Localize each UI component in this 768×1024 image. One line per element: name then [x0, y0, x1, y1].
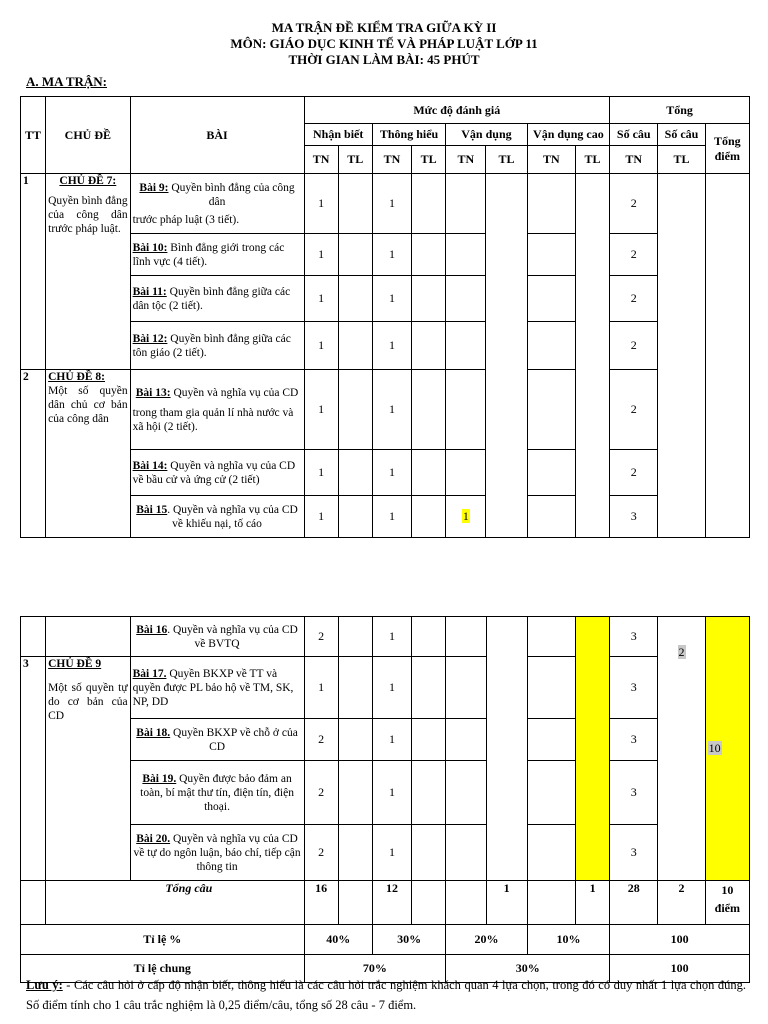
- header-chu-de: CHỦ ĐỀ: [46, 97, 130, 174]
- nb-tn: 1: [304, 234, 338, 276]
- lesson-text: Quyền và nghĩa vụ của CD: [173, 386, 299, 399]
- table-row: [21, 496, 750, 538]
- lesson-cell: [130, 234, 304, 276]
- ratio-total: 100: [610, 925, 750, 955]
- header-so-cau-tl: Số câu: [658, 124, 705, 146]
- matrix-table-part-2: [20, 616, 750, 983]
- topic-description: Một số quyền dân chủ cơ bản của công dân: [48, 385, 128, 425]
- nb-tn: 1: [304, 276, 338, 322]
- topic-description: Một số quyền tự do cơ bản của CD: [48, 682, 128, 722]
- header-so-cau-tn: Số câu: [610, 124, 658, 146]
- total-nb: 16: [304, 881, 338, 925]
- topic-cell: [46, 657, 130, 881]
- lesson-code: Bài 19.: [142, 772, 177, 785]
- table-row: [21, 761, 750, 825]
- nb-tn: 1: [304, 657, 338, 719]
- note-paragraph: [26, 975, 746, 1015]
- lesson-text: Quyền được bảo đảm an toàn, bí mật thư tín, điện tín, điện thoại.: [140, 772, 294, 813]
- lesson-text: Quyền bình đẳng của công dân: [171, 181, 295, 208]
- sub-tl: TL: [658, 146, 705, 174]
- ratio-nb: 40%: [304, 925, 372, 955]
- sub-tn: TN: [304, 146, 338, 174]
- lesson-code: Bài 10:: [132, 241, 168, 254]
- th-tn: 1: [372, 825, 411, 881]
- note-text: - Các câu hỏi ở cấp độ nhận biết, thông hiểu là các câu hỏi trắc nghiệm khách quan 4 lựa chọn, trong đó có duy nhất 1 lựa chọn đúng. Số điểm tính cho 1 câu trắc nghiệm là 0,25 điểm/câu, tổng số 28 câu - 7 điểm.: [26, 978, 747, 1012]
- topic-description: Quyền bình đẳng của công dân trước pháp luật.: [48, 195, 128, 235]
- topic-number: 2: [21, 370, 46, 538]
- lesson-code: Bài 9:: [139, 181, 169, 194]
- table-row: [21, 234, 750, 276]
- lesson-cell: [130, 276, 304, 322]
- th-tn: 1: [372, 276, 411, 322]
- so-cau-tn: 2: [610, 174, 658, 234]
- lesson-cell: [130, 617, 304, 657]
- header-thong-hieu: Thông hiểu: [372, 124, 445, 146]
- lesson-code: Bài 12:: [132, 332, 168, 345]
- table-row: [21, 617, 750, 657]
- header-nhan-biet: Nhận biết: [304, 124, 372, 146]
- lesson-text: Quyền bình đẳng giữa các dân tộc (2 tiết).: [132, 285, 291, 312]
- lesson-text-2: trước pháp luật (3 tiết).: [132, 213, 240, 226]
- so-cau-tn: 2: [610, 234, 658, 276]
- lesson-cell: [130, 450, 304, 496]
- title-line-2: MÔN: GIÁO DỤC KINH TẾ VÀ PHÁP LUẬT LỚP 11: [230, 36, 538, 51]
- header-tong-diem: Tổng điểm: [705, 124, 749, 174]
- ratio-th: 30%: [372, 925, 445, 955]
- nb-tn: 2: [304, 719, 338, 761]
- table-row: [21, 657, 750, 719]
- lesson-text-2: trong tham gia quản lí nhà nước và xã hội (2 tiết).: [132, 406, 294, 433]
- document-title: [0, 20, 768, 68]
- header-van-dung: Vận dụng: [446, 124, 527, 146]
- so-cau-tn: 3: [610, 496, 658, 538]
- total-so-cau-tl: 2: [658, 881, 705, 925]
- lesson-cell: [130, 761, 304, 825]
- th-tn: 1: [372, 370, 411, 450]
- header-tong: Tổng: [610, 97, 750, 124]
- total-vdc-tl: 1: [575, 881, 609, 925]
- nb-tn: 1: [304, 450, 338, 496]
- table-row: [21, 450, 750, 496]
- ratio-label: Tỉ lệ %: [21, 925, 305, 955]
- lesson-text: Bình đẳng giới trong các lĩnh vực (4 tiết).: [132, 241, 285, 268]
- lesson-cell: [130, 657, 304, 719]
- lesson-text: Quyền và nghĩa vụ của CD về bầu cử và ứng cử (2 tiết): [132, 459, 296, 486]
- th-tn: 1: [372, 322, 411, 370]
- ratio-general-total: 100: [610, 955, 750, 983]
- table-row: [21, 276, 750, 322]
- title-line-1: MA TRẬN ĐỀ KIỂM TRA GIỮA KỲ II: [271, 20, 497, 35]
- table-row: [21, 370, 750, 450]
- th-tn: 1: [372, 657, 411, 719]
- sub-tl: TL: [338, 146, 372, 174]
- lesson-code: Bài 11:: [132, 285, 167, 298]
- nb-tn: 2: [304, 761, 338, 825]
- so-cau-tn: 2: [610, 322, 658, 370]
- lesson-cell: [130, 825, 304, 881]
- matrix-table-part-1: [20, 96, 750, 538]
- topic-title: CHỦ ĐỀ 7:: [59, 175, 117, 187]
- so-cau-tl-merged: 2: [658, 617, 705, 881]
- header-tt: TT: [21, 97, 46, 174]
- nb-tn: 1: [304, 496, 338, 538]
- so-cau-tn: 2: [610, 450, 658, 496]
- lesson-text: Quyền BKXP về TT và quyền được PL bảo hộ về TM, SK, NP, DD: [132, 667, 294, 708]
- header-muc-do: Mức độ đánh giá: [304, 97, 610, 124]
- ratio-general-b: 30%: [446, 955, 610, 983]
- ratio-vd: 20%: [446, 925, 527, 955]
- ratio-general-label: Tỉ lệ chung: [21, 955, 305, 983]
- ratio-vdc: 10%: [527, 925, 609, 955]
- th-tn: 1: [372, 617, 411, 657]
- th-tn: 1: [372, 234, 411, 276]
- lesson-code: Bài 15: [136, 503, 168, 516]
- lesson-cell: [130, 322, 304, 370]
- topic-title: CHỦ ĐỀ 8:: [48, 371, 105, 383]
- lesson-code: Bài 16: [136, 623, 168, 636]
- total-vd-tl: 1: [486, 881, 527, 925]
- so-cau-tn: 2: [610, 276, 658, 322]
- sub-tl: TL: [412, 146, 446, 174]
- section-heading: A. MA TRẬN:: [26, 74, 108, 89]
- table-row: [21, 322, 750, 370]
- lesson-code: Bài 18.: [136, 726, 171, 739]
- nb-tn: 1: [304, 322, 338, 370]
- lesson-cell: [130, 496, 304, 538]
- sub-tl: TL: [486, 146, 527, 174]
- so-cau-tn: 2: [610, 370, 658, 450]
- th-tn: 1: [372, 450, 411, 496]
- th-tn: 1: [372, 719, 411, 761]
- title-line-3: THỜI GIAN LÀM BÀI: 45 PHÚT: [288, 52, 480, 67]
- so-cau-tn: 3: [610, 825, 658, 881]
- lesson-text: . Quyền và nghĩa vụ của CD về BVTQ: [167, 623, 298, 650]
- lesson-text: Quyền và nghĩa vụ của CD về tự do ngôn luận, báo chí, tiếp cận thông tin: [133, 832, 301, 873]
- header-van-dung-cao: Vận dụng cao: [527, 124, 609, 146]
- sub-tn: TN: [527, 146, 575, 174]
- total-score: 10 điểm: [705, 881, 749, 925]
- lesson-cell: [130, 719, 304, 761]
- ratio-row: [21, 925, 750, 955]
- sub-tn: TN: [372, 146, 411, 174]
- lesson-cell: [130, 174, 304, 234]
- vdc-tl-highlight: [575, 617, 609, 881]
- vd-tl-value: 1: [462, 509, 469, 523]
- sub-tn: TN: [610, 146, 658, 174]
- topic-title: CHỦ ĐỀ 9: [48, 658, 102, 670]
- sub-tl: TL: [575, 146, 609, 174]
- totals-label: Tổng câu: [46, 881, 304, 925]
- topic-cell: [46, 174, 130, 370]
- lesson-code: Bài 20.: [136, 832, 171, 845]
- th-tn: 1: [372, 174, 411, 234]
- lesson-text: Quyền BKXP về chỗ ở của CD: [173, 726, 298, 753]
- nb-tn: 2: [304, 825, 338, 881]
- nb-tn: 1: [304, 174, 338, 234]
- total-th: 12: [372, 881, 411, 925]
- so-cau-tn: 3: [610, 719, 658, 761]
- ratio-general-a: 70%: [304, 955, 446, 983]
- topic-number: 3: [21, 657, 46, 881]
- so-cau-tn: 3: [610, 617, 658, 657]
- nb-tn: 1: [304, 370, 338, 450]
- table-row: [21, 719, 750, 761]
- topic-cell: [46, 370, 130, 538]
- total-so-cau-tn: 28: [610, 881, 658, 925]
- th-tn: 1: [372, 761, 411, 825]
- score-merged: 10: [705, 617, 749, 881]
- lesson-code: Bài 14:: [132, 459, 168, 472]
- lesson-text: Quyền bình đẳng giữa các tôn giáo (2 tiết).: [132, 332, 291, 359]
- lesson-code: Bài 17.: [132, 667, 167, 680]
- lesson-code: Bài 13:: [135, 386, 171, 399]
- header-bai: BÀI: [130, 97, 304, 174]
- table-row: [21, 825, 750, 881]
- th-tn: 1: [372, 496, 411, 538]
- vd-tl: [446, 496, 486, 538]
- note-label: Lưu ý:: [26, 978, 63, 992]
- so-cau-tn: 3: [610, 761, 658, 825]
- topic-number: 1: [21, 174, 46, 370]
- so-cau-tn: 3: [610, 657, 658, 719]
- lesson-cell: [130, 370, 304, 450]
- nb-tn: 2: [304, 617, 338, 657]
- sub-tn: TN: [446, 146, 486, 174]
- totals-row: [21, 881, 750, 925]
- lesson-text: . Quyền và nghĩa vụ của CD về khiếu nại, tố cáo: [167, 503, 298, 530]
- table-row: [21, 174, 750, 234]
